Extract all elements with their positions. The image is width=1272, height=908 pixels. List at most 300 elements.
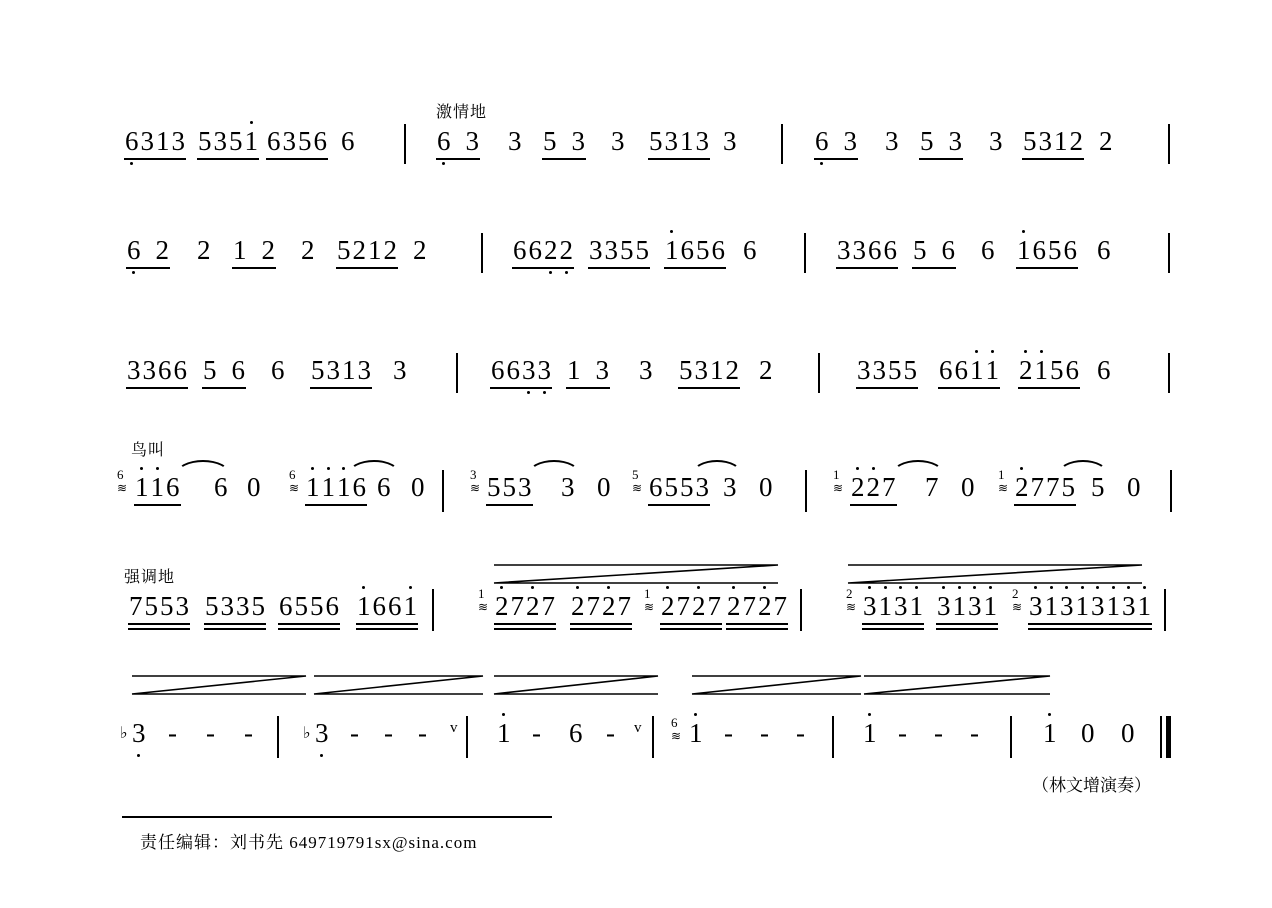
note-group [596, 474, 612, 501]
note: 1 [969, 357, 985, 384]
beam [570, 628, 632, 630]
beam [648, 158, 710, 160]
beam [232, 267, 276, 269]
note-group [688, 720, 704, 747]
note: 1 [1034, 357, 1050, 384]
octave-dot-low [442, 162, 445, 165]
note: 1 [688, 720, 704, 747]
note: 1 [664, 237, 680, 264]
octave-dot-high [502, 713, 505, 716]
note: 6 [680, 235, 694, 265]
beam [1018, 387, 1080, 389]
octave-dot-low [132, 271, 135, 274]
note: 6 [1097, 235, 1111, 265]
note: 1 [983, 593, 999, 620]
note: 3 [127, 355, 141, 385]
note-group [202, 357, 246, 384]
note: 5 [144, 591, 158, 621]
slur [348, 460, 400, 474]
beam [128, 628, 190, 630]
beam [648, 504, 710, 506]
breath-mark-icon: v [450, 720, 458, 736]
beam [1016, 267, 1078, 269]
octave-dot-high [607, 586, 610, 589]
note: 5 [696, 235, 710, 265]
barline [1010, 716, 1012, 758]
note-group [124, 128, 186, 155]
note-group [300, 237, 316, 264]
beam [336, 267, 398, 269]
note: 7 [586, 591, 600, 621]
note: 7 [707, 591, 721, 621]
note: 0 [1081, 718, 1095, 748]
octave-dot-high [1096, 586, 1099, 589]
note: 6 [1032, 235, 1046, 265]
note: 1 [368, 235, 382, 265]
beam [542, 158, 586, 160]
note: 7 [1046, 472, 1060, 502]
note-group [850, 474, 897, 501]
note: 5 [679, 355, 693, 385]
sustain-dash: - [724, 718, 733, 748]
footer-divider [122, 816, 552, 818]
grace-number: 3 [470, 467, 477, 482]
barline [442, 470, 444, 512]
note: 3 [664, 126, 678, 156]
tremolo-zigzag [492, 561, 782, 587]
note: 1 [336, 474, 352, 501]
note-group [356, 593, 418, 620]
note-group [588, 237, 650, 264]
note-group [436, 128, 480, 155]
note: 1 [985, 357, 1001, 384]
octave-dot-high [1034, 586, 1037, 589]
note: 5 [1023, 126, 1037, 156]
note-group [758, 357, 774, 384]
beam [486, 504, 533, 506]
sustain-dash: - [760, 718, 769, 748]
note: 1 [1042, 720, 1058, 747]
grace-number: 1 [478, 586, 485, 601]
note-group [862, 593, 924, 620]
note: 1 [134, 474, 150, 501]
tremolo-zigzag [492, 672, 662, 698]
note-group [486, 474, 533, 501]
note: 2 [413, 235, 427, 265]
note-group [1042, 720, 1058, 747]
note: 1 [356, 593, 372, 620]
note: 7 [773, 591, 787, 621]
note: 2 [301, 235, 315, 265]
beam [570, 623, 632, 625]
note: 5 [1061, 472, 1075, 502]
octave-dot-high [973, 586, 976, 589]
sustain-dash: - [168, 718, 177, 748]
beam [494, 628, 556, 630]
note-group [856, 357, 918, 384]
note: 1 [1075, 593, 1091, 620]
system-4 [0, 467, 1272, 529]
octave-dot-high [884, 586, 887, 589]
note: 2 [725, 355, 739, 385]
note: 3 [852, 235, 866, 265]
note: 2 [261, 235, 275, 265]
barline [1168, 353, 1170, 393]
note: 5 [294, 591, 308, 621]
note: 2 [543, 237, 559, 264]
barline [832, 716, 834, 758]
system-2 [0, 237, 1272, 287]
octave-dot-high [327, 467, 330, 470]
octave-dot-high [1143, 586, 1146, 589]
note: 5 [913, 235, 927, 265]
note: 3 [967, 593, 983, 620]
note: 2 [726, 593, 742, 620]
note: 3 [589, 235, 603, 265]
octave-dot-low [565, 271, 568, 274]
note: 3 [131, 720, 147, 747]
note: 1 [878, 593, 894, 620]
octave-dot-high [763, 586, 766, 589]
note: 3 [604, 235, 618, 265]
octave-dot-high [531, 586, 534, 589]
octave-dot-high [899, 586, 902, 589]
note: 3 [694, 355, 708, 385]
note-group [1090, 593, 1152, 620]
note: 3 [213, 126, 227, 156]
note: 5 [205, 591, 219, 621]
note-group [862, 720, 878, 747]
grace-number: 2 [1012, 586, 1019, 601]
note-group [884, 128, 900, 155]
note-group [664, 237, 726, 264]
note: 3 [465, 126, 479, 156]
beam [278, 623, 340, 625]
note-group [196, 237, 212, 264]
beam [126, 387, 188, 389]
note-group [1022, 128, 1084, 155]
note-group [340, 128, 356, 155]
note-group [566, 357, 610, 384]
note: 3 [140, 126, 154, 156]
note: 6 [528, 235, 542, 265]
beam [856, 387, 918, 389]
note-group [722, 474, 738, 501]
octave-dot-high [670, 230, 673, 233]
octave-dot-low [130, 162, 133, 165]
beam [494, 623, 556, 625]
beam [1090, 623, 1152, 625]
note: 2 [660, 593, 676, 620]
note: 7 [1030, 472, 1044, 502]
note: 6 [883, 235, 897, 265]
barline [456, 353, 458, 393]
beam [862, 623, 924, 625]
note: 6 [126, 237, 142, 264]
sustain-dash: - [898, 718, 907, 748]
note: 6 [506, 355, 520, 385]
note: 6 [743, 235, 757, 265]
note: 2 [570, 593, 586, 620]
octave-dot-high [1020, 467, 1023, 470]
note-group [570, 593, 632, 620]
note: 1 [1106, 593, 1122, 620]
note: 5 [1048, 235, 1062, 265]
footer-editor-line: 责任编辑：刘书先 649719791sx@sina.com [140, 833, 478, 852]
note: 1 [862, 720, 878, 747]
note: 6 [513, 235, 527, 265]
note: 7 [617, 591, 631, 621]
note: 1 [305, 474, 321, 501]
note: 5 [903, 355, 917, 385]
tremolo-zigzag [312, 672, 487, 698]
system-3 [0, 357, 1272, 407]
note: 6 [569, 718, 583, 748]
octave-dot-high [942, 586, 945, 589]
sustain-dash: - [532, 718, 541, 748]
note-group [490, 357, 552, 384]
barline [432, 589, 434, 631]
note: 6 [1097, 355, 1111, 385]
beam [134, 504, 181, 506]
note: 3 [142, 355, 156, 385]
beam [490, 387, 552, 389]
note: 1 [909, 593, 925, 620]
beam [197, 158, 259, 160]
barline [652, 716, 654, 758]
note: 6 [939, 355, 953, 385]
octave-dot-high [868, 713, 871, 716]
beam [305, 504, 367, 506]
tremolo-zigzag [130, 672, 310, 698]
breath-mark-icon: v [634, 720, 642, 736]
note: 3 [571, 126, 585, 156]
note: 3 [695, 472, 709, 502]
barline [466, 716, 468, 758]
octave-dot-high [1081, 586, 1084, 589]
beam [1014, 504, 1076, 506]
note: 1 [321, 474, 337, 501]
note-group [266, 128, 328, 155]
note-group [496, 720, 512, 747]
note-group [1090, 474, 1106, 501]
note: 1 [567, 355, 581, 385]
note-group [1018, 357, 1080, 384]
note-group [836, 237, 898, 264]
note: 5 [311, 355, 325, 385]
note-group [742, 237, 758, 264]
beam [1028, 628, 1090, 630]
note: 3 [282, 126, 296, 156]
note: 3 [326, 355, 340, 385]
note: 6 [649, 472, 663, 502]
octave-dot-low [137, 754, 140, 757]
barline [1164, 589, 1166, 631]
note: 7 [882, 472, 896, 502]
note: 6 [1065, 355, 1079, 385]
note: 3 [885, 126, 899, 156]
tremolo-zigzag [846, 561, 1146, 587]
note: 5 [310, 591, 324, 621]
note: 6 [941, 235, 955, 265]
note-group [278, 593, 340, 620]
note: 7 [510, 591, 524, 621]
final-barline-thin [1160, 716, 1162, 758]
note-group [542, 128, 586, 155]
note: 3 [537, 357, 553, 384]
note: 5 [298, 126, 312, 156]
beam [356, 628, 418, 630]
note-group [980, 237, 996, 264]
note: 3 [171, 126, 185, 156]
note: 2 [1069, 126, 1083, 156]
beam [266, 158, 328, 160]
note: 0 [759, 472, 773, 502]
note-group [938, 357, 1000, 384]
note: 2 [850, 474, 866, 501]
note-group [610, 128, 626, 155]
note: 0 [961, 472, 975, 502]
note-group [936, 593, 998, 620]
note: 1 [156, 126, 170, 156]
beam [660, 628, 722, 630]
note: 6 [868, 235, 882, 265]
note: 6 [231, 355, 245, 385]
note-group [924, 474, 940, 501]
note-group [512, 237, 574, 264]
note: 6 [173, 355, 187, 385]
beam [814, 158, 858, 160]
note: 3 [357, 355, 371, 385]
squiggle-icon: ≋ [833, 481, 844, 495]
flat-accidental: ♭ [120, 725, 128, 742]
note: 3 [595, 355, 609, 385]
note-group [131, 720, 147, 747]
note: 6 [325, 591, 339, 621]
beam [664, 267, 726, 269]
grace-number: 6 [117, 467, 124, 482]
note: 7 [742, 591, 756, 621]
note: 3 [1121, 593, 1137, 620]
note: 5 [160, 591, 174, 621]
note: 5 [1091, 472, 1105, 502]
note: 3 [561, 472, 575, 502]
note-group [758, 474, 774, 501]
note: 3 [837, 235, 851, 265]
note: 5 [337, 235, 351, 265]
octave-dot-high [1127, 586, 1130, 589]
beam [436, 158, 480, 160]
note: 6 [981, 235, 995, 265]
octave-dot-high [989, 586, 992, 589]
flat-accidental: ♭ [303, 725, 311, 742]
barline [805, 470, 807, 512]
note-group [919, 128, 963, 155]
note: 2 [1018, 357, 1034, 384]
octave-dot-high [975, 350, 978, 353]
note: 6 [313, 126, 327, 156]
note: 1 [244, 128, 260, 155]
barline [481, 233, 483, 273]
octave-dot-high [872, 467, 875, 470]
note: 3 [611, 126, 625, 156]
note: 5 [680, 472, 694, 502]
beam [202, 387, 246, 389]
octave-dot-high [697, 586, 700, 589]
note-group [494, 593, 556, 620]
note: 6 [711, 235, 725, 265]
note-group [1016, 237, 1078, 264]
note: 3 [236, 591, 250, 621]
note: 2 [601, 593, 617, 620]
note: 3 [893, 593, 909, 620]
octave-dot-high [1112, 586, 1115, 589]
note: 6 [1063, 235, 1077, 265]
note: 5 [649, 126, 663, 156]
beam [919, 158, 963, 160]
octave-dot-high [311, 467, 314, 470]
note-group [648, 474, 710, 501]
note: 3 [518, 472, 532, 502]
note: 1 [1054, 126, 1068, 156]
beam [588, 267, 650, 269]
performer-credit: （林文增演奏） [1032, 776, 1151, 796]
note: 1 [342, 355, 356, 385]
grace-number: 1 [644, 586, 651, 601]
expression-marking-3: 强调地 [124, 567, 176, 586]
note: 3 [314, 720, 330, 747]
note: 3 [695, 126, 709, 156]
tremolo-zigzag [862, 672, 1054, 698]
octave-dot-high [250, 121, 253, 124]
squiggle-icon: ≋ [644, 600, 655, 614]
note: 6 [377, 472, 391, 502]
note-group [678, 357, 740, 384]
barline [404, 124, 406, 164]
note-group [197, 128, 259, 155]
note: 2 [494, 593, 510, 620]
note: 2 [559, 237, 575, 264]
octave-dot-high [576, 586, 579, 589]
octave-dot-high [1024, 350, 1027, 353]
note: 5 [229, 126, 243, 156]
note-group [376, 474, 392, 501]
note-group [270, 357, 286, 384]
octave-dot-low [549, 271, 552, 274]
note: 6 [372, 591, 386, 621]
note: 6 [814, 128, 830, 155]
octave-dot-high [868, 586, 871, 589]
sustain-dash: - [418, 718, 427, 748]
tremolo-zigzag [690, 672, 865, 698]
note: 3 [1059, 593, 1075, 620]
octave-dot-high [1022, 230, 1025, 233]
note: 5 [620, 235, 634, 265]
note: 2 [1014, 474, 1030, 501]
beam [124, 158, 186, 160]
note: 1 [952, 593, 968, 620]
note: 3 [843, 126, 857, 156]
beam [1022, 158, 1084, 160]
beam [204, 623, 266, 625]
note: 6 [341, 126, 355, 156]
note-group [1126, 474, 1142, 501]
beam [850, 504, 897, 506]
note-group [126, 357, 188, 384]
note-group [1096, 237, 1112, 264]
beam [836, 267, 898, 269]
beam [278, 628, 340, 630]
